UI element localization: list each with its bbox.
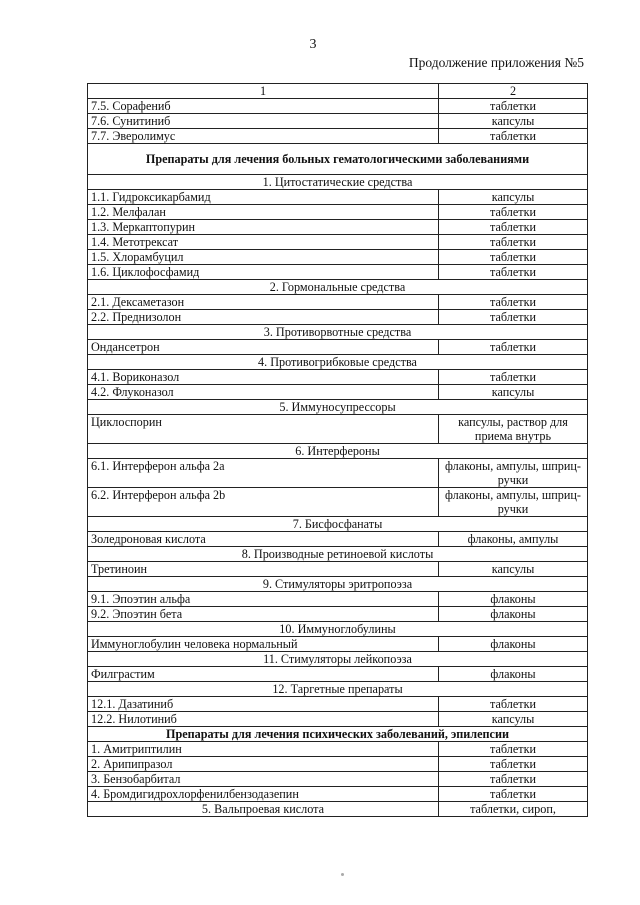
dosage-form: капсулы bbox=[439, 190, 588, 205]
group-heading: 9. Стимуляторы эритропоэза bbox=[88, 577, 588, 592]
drug-name: Ондансетрон bbox=[88, 340, 439, 355]
dosage-form: таблетки bbox=[439, 250, 588, 265]
group-heading: 11. Стимуляторы лейкопоэза bbox=[88, 652, 588, 667]
drug-row bbox=[88, 99, 588, 114]
drug-name: 2.1. Дексаметазон bbox=[88, 295, 439, 310]
drug-name: 4.2. Флуконазол bbox=[88, 385, 439, 400]
dosage-form: таблетки bbox=[439, 99, 588, 114]
dosage-form: таблетки bbox=[439, 772, 588, 787]
dosage-form: капсулы bbox=[439, 385, 588, 400]
drug-row bbox=[88, 265, 588, 280]
drug-name: 1.3. Меркаптопурин bbox=[88, 220, 439, 235]
dosage-form: таблетки bbox=[439, 697, 588, 712]
group-heading-row bbox=[88, 400, 588, 415]
drug-name: 12.1. Дазатиниб bbox=[88, 697, 439, 712]
drug-name: 1. Амитриптилин bbox=[88, 742, 439, 757]
drug-row bbox=[88, 488, 588, 517]
dosage-form: таблетки bbox=[439, 220, 588, 235]
header-col-1: 1 bbox=[88, 84, 439, 99]
drug-name: 9.2. Эпоэтин бета bbox=[88, 607, 439, 622]
drug-name: 7.6. Сунитиниб bbox=[88, 114, 439, 129]
group-heading: 1. Цитостатические средства bbox=[88, 175, 588, 190]
dosage-form: таблетки bbox=[439, 129, 588, 144]
drug-row bbox=[88, 802, 588, 817]
drug-row bbox=[88, 697, 588, 712]
dosage-form: флаконы, ампулы, шприц-ручки bbox=[439, 488, 588, 517]
drug-name: Золедроновая кислота bbox=[88, 532, 439, 547]
drug-name: 1.6. Циклофосфамид bbox=[88, 265, 439, 280]
dosage-form: таблетки bbox=[439, 235, 588, 250]
dosage-form: таблетки bbox=[439, 295, 588, 310]
dosage-form: капсулы bbox=[439, 712, 588, 727]
drug-name: 3. Бензобарбитал bbox=[88, 772, 439, 787]
group-heading-row bbox=[88, 547, 588, 562]
drug-row bbox=[88, 592, 588, 607]
dosage-form: таблетки bbox=[439, 757, 588, 772]
section-heading: Препараты для лечения психических заболеваний, эпилепсии bbox=[88, 727, 588, 742]
drug-row bbox=[88, 415, 588, 444]
drug-row bbox=[88, 532, 588, 547]
drug-name: 6.1. Интерферон альфа 2а bbox=[88, 459, 439, 488]
drug-row bbox=[88, 235, 588, 250]
scan-speck bbox=[341, 873, 344, 876]
drug-name: 7.5. Сорафениб bbox=[88, 99, 439, 114]
dosage-form: флаконы bbox=[439, 607, 588, 622]
drug-name: Иммуноглобулин человека нормальный bbox=[88, 637, 439, 652]
group-heading-row bbox=[88, 444, 588, 459]
group-heading: 4. Противогрибковые средства bbox=[88, 355, 588, 370]
drug-row bbox=[88, 607, 588, 622]
drug-row bbox=[88, 667, 588, 682]
dosage-form: флаконы bbox=[439, 592, 588, 607]
dosage-form: таблетки bbox=[439, 310, 588, 325]
drug-name: 4. Бромдигидрохлорфенилбензодазепин bbox=[88, 787, 439, 802]
drug-row bbox=[88, 742, 588, 757]
drug-row bbox=[88, 310, 588, 325]
dosage-form: флаконы, ампулы, шприц-ручки bbox=[439, 459, 588, 488]
drug-row bbox=[88, 205, 588, 220]
drug-name: Филграстим bbox=[88, 667, 439, 682]
drug-name: Циклоспорин bbox=[88, 415, 439, 444]
group-heading-row bbox=[88, 280, 588, 295]
group-heading: 5. Иммуносупрессоры bbox=[88, 400, 588, 415]
dosage-form: флаконы bbox=[439, 667, 588, 682]
section-heading: Препараты для лечения больных гематологическими заболеваниями bbox=[88, 144, 588, 175]
drug-row bbox=[88, 562, 588, 577]
group-heading-row bbox=[88, 622, 588, 637]
drug-row bbox=[88, 370, 588, 385]
drug-name: 7.7. Эверолимус bbox=[88, 129, 439, 144]
drug-name: 5. Вальпроевая кислота bbox=[88, 802, 439, 817]
group-heading-row bbox=[88, 175, 588, 190]
dosage-form: капсулы bbox=[439, 114, 588, 129]
drug-row bbox=[88, 220, 588, 235]
group-heading-row bbox=[88, 682, 588, 697]
drug-row bbox=[88, 385, 588, 400]
dosage-form: капсулы, раствор для приема внутрь bbox=[439, 415, 588, 444]
drug-name: 1.2. Мелфалан bbox=[88, 205, 439, 220]
drug-row bbox=[88, 712, 588, 727]
dosage-form: таблетки bbox=[439, 787, 588, 802]
drug-name: 6.2. Интерферон альфа 2b bbox=[88, 488, 439, 517]
group-heading: 2. Гормональные средства bbox=[88, 280, 588, 295]
drug-name: Третиноин bbox=[88, 562, 439, 577]
dosage-form: флаконы bbox=[439, 637, 588, 652]
drug-name: 9.1. Эпоэтин альфа bbox=[88, 592, 439, 607]
group-heading: 8. Производные ретиноевой кислоты bbox=[88, 547, 588, 562]
drug-name: 1.5. Хлорамбуцил bbox=[88, 250, 439, 265]
drug-row bbox=[88, 190, 588, 205]
drug-row bbox=[88, 787, 588, 802]
drug-row bbox=[88, 295, 588, 310]
section-heading-row bbox=[88, 144, 588, 175]
dosage-form: капсулы bbox=[439, 562, 588, 577]
drug-name: 1.1. Гидроксикарбамид bbox=[88, 190, 439, 205]
group-heading: 10. Иммуноглобулины bbox=[88, 622, 588, 637]
drug-name: 12.2. Нилотиниб bbox=[88, 712, 439, 727]
drug-row bbox=[88, 250, 588, 265]
header-row bbox=[88, 84, 588, 99]
drug-name: 2.2. Преднизолон bbox=[88, 310, 439, 325]
drug-table bbox=[87, 83, 588, 817]
drug-row bbox=[88, 637, 588, 652]
drug-name: 4.1. Вориконазол bbox=[88, 370, 439, 385]
dosage-form: таблетки bbox=[439, 742, 588, 757]
section-heading-row bbox=[88, 727, 588, 742]
header-col-2: 2 bbox=[439, 84, 588, 99]
group-heading-row bbox=[88, 652, 588, 667]
drug-name: 2. Арипипразол bbox=[88, 757, 439, 772]
group-heading: 6. Интерфероны bbox=[88, 444, 588, 459]
dosage-form: таблетки bbox=[439, 370, 588, 385]
group-heading: 7. Бисфосфанаты bbox=[88, 517, 588, 532]
group-heading-row bbox=[88, 577, 588, 592]
group-heading-row bbox=[88, 355, 588, 370]
drug-row bbox=[88, 114, 588, 129]
drug-row bbox=[88, 459, 588, 488]
group-heading-row bbox=[88, 325, 588, 340]
group-heading-row bbox=[88, 517, 588, 532]
group-heading: 12. Таргетные препараты bbox=[88, 682, 588, 697]
appendix-title: Продолжение приложения №5 bbox=[408, 55, 584, 70]
drug-row bbox=[88, 757, 588, 772]
drug-row bbox=[88, 129, 588, 144]
drug-row bbox=[88, 772, 588, 787]
page-number: 3 bbox=[309, 37, 317, 52]
dosage-form: таблетки bbox=[439, 265, 588, 280]
group-heading: 3. Противорвотные средства bbox=[88, 325, 588, 340]
dosage-form: таблетки bbox=[439, 340, 588, 355]
drug-row bbox=[88, 340, 588, 355]
drug-name: 1.4. Метотрексат bbox=[88, 235, 439, 250]
dosage-form: таблетки bbox=[439, 205, 588, 220]
dosage-form: таблетки, сироп, bbox=[439, 802, 588, 817]
dosage-form: флаконы, ампулы bbox=[439, 532, 588, 547]
